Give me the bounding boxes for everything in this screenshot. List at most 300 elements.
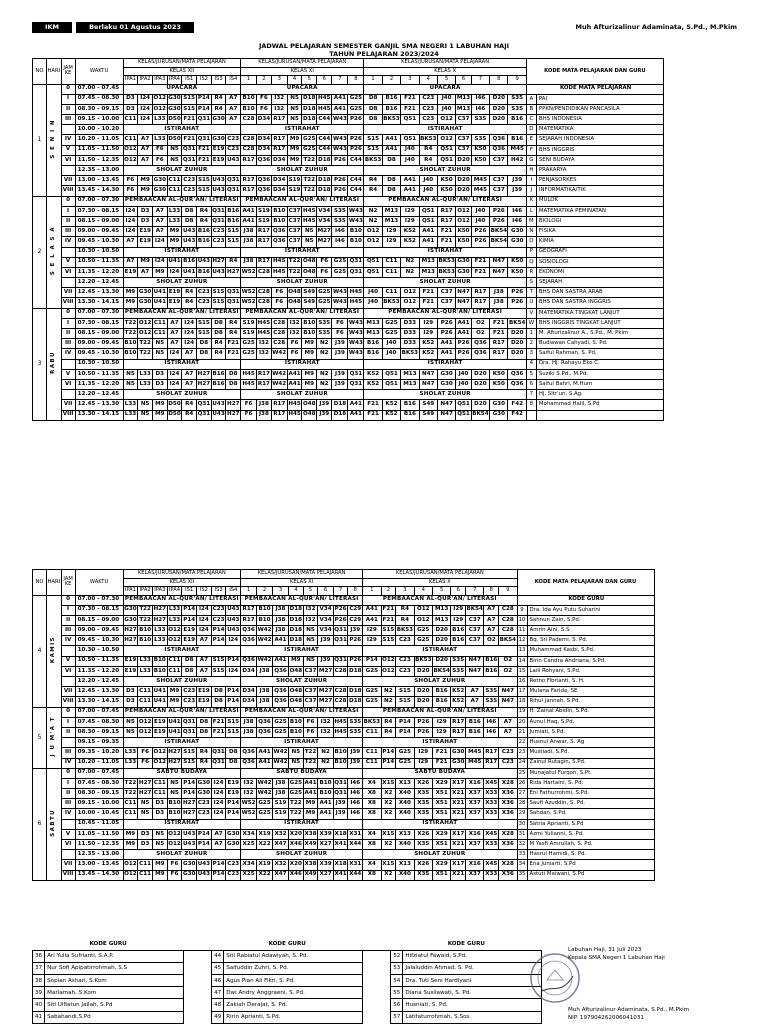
period-time: 13.00 - 13.45 [75,176,123,186]
lesson-cell: D20 [456,176,471,186]
lesson-cell: A41 [257,748,273,758]
lesson-cell: I24 [197,605,212,615]
lesson-cell: U41 [152,687,167,697]
lesson-cell: X33 [484,789,499,799]
class-col-xii: IS4 [226,76,241,85]
activity-note: UPACARA [364,84,526,94]
legend-gap [184,987,212,999]
lesson-cell: Q36 [271,227,287,237]
activity-note: ISTIRAHAT [241,247,364,257]
lesson-cell: R4 [419,155,437,165]
period-number: II [61,329,75,339]
class-col-x: 6 [451,587,466,596]
lesson-cell: E19 [123,267,138,277]
lesson-cell: P14 [363,656,381,666]
lesson-cell: X37 [466,799,484,809]
lesson-cell: B16 [484,656,499,666]
lesson-cell: D34 [271,176,287,186]
activity-note: SHOLAT ZUHUR [364,278,526,288]
lesson-cell: H27 [152,605,167,615]
period-time: 09.45 - 10.30 [75,349,123,359]
period-number: VII [61,176,75,186]
lesson-cell: L33 [138,666,153,676]
lesson-cell: A7 [466,687,484,697]
code-value: KIMIA [536,237,663,247]
class-col-xii: IS2 [197,76,212,85]
lesson-cell: L33 [123,748,138,758]
lesson-cell: C37 [466,636,484,646]
lesson-cell: M27 [317,237,332,247]
period-number [61,677,75,687]
code-key: 17 [517,687,527,697]
table-row [33,359,664,369]
code-value: BHS DAN SASTRA ARAB [536,288,663,298]
lesson-cell: U43 [182,227,197,237]
code-value: Amrin Aini, S.S [527,626,654,636]
lesson-cell: K52 [419,339,437,349]
lesson-cell: M9 [123,840,138,850]
code-key: 2 [526,339,536,349]
code-key: 20 [517,717,527,727]
table-row [33,186,664,196]
period-time: 10.50 - 11.35 [75,369,123,379]
lesson-cell: F6 [241,400,257,410]
table-row [33,379,664,389]
lesson-cell: A7 [138,145,153,155]
code-value: Zainul Rutagin, S.Pd. [527,758,654,768]
table-row [33,656,655,666]
table-row [33,298,664,308]
period-time: 10.30 - 10.50 [75,646,123,656]
lesson-cell: E19 [152,727,167,737]
lesson-cell: Q36 [257,155,272,165]
lesson-cell: X37 [466,840,484,850]
period-time: 13.30 - 14.15 [75,298,123,308]
period-time: 07.45 - 08.30 [75,94,123,104]
lesson-cell: C11 [123,799,138,809]
lesson-cell: D18 [302,115,317,125]
table-row [33,768,655,778]
lesson-cell: J39 [332,349,348,359]
lesson-cell: F21 [401,104,419,114]
code-value: FISIKA [536,227,663,237]
lesson-cell: B16 [432,697,450,707]
class-col-xi: 3 [273,587,289,596]
lesson-cell: S19 [273,799,289,809]
lesson-cell: BK53 [382,115,400,125]
code-value: Laili Rohyani, S.Pd. [527,666,654,676]
sign-nip: NIP. 197904262006041031 [568,1015,644,1021]
lesson-cell: X21 [451,809,466,819]
lesson-cell: P26 [333,605,348,615]
lesson-cell: M9 [123,829,138,839]
lesson-cell: O12 [123,145,138,155]
lesson-cell: X35 [414,870,432,880]
code-key: 6 [526,379,536,389]
lesson-cell: X16 [466,829,484,839]
lesson-cell: P14 [197,104,212,114]
lesson-cell: O48 [302,400,317,410]
lesson-cell: A7 [138,135,153,145]
code-value: BHS INDONESIA [536,115,663,125]
lesson-cell: D3 [123,94,138,104]
lesson-cell: G30 [451,748,466,758]
lesson-cell: P14 [396,717,414,727]
period-number: IV [61,758,75,768]
lesson-cell: A41 [287,379,302,389]
lesson-cell: M13 [382,206,400,216]
lesson-cell: F6 [138,748,153,758]
period-number: VI [61,379,75,389]
lesson-cell: H45 [287,400,302,410]
lesson-cell: T22 [302,176,317,186]
period-time: 10.30 - 10.50 [75,247,123,257]
lesson-cell: X47 [273,870,289,880]
lesson-cell: A7 [152,227,167,237]
lesson-cell: I46 [484,727,499,737]
class-col-x: 3 [396,587,414,596]
lesson-cell: R4 [211,339,226,349]
class-col-x: 7 [471,76,489,85]
lesson-cell: U43 [182,829,197,839]
period-time: 08.30 - 09.15 [75,789,123,799]
lesson-cell: P14 [226,697,241,707]
period-number [61,390,75,400]
lesson-cell: P14 [381,758,396,768]
group-xii: KELAS/JURUSAN/MATA PELAJARAN [123,59,241,68]
class-col-xii: IS1 [182,76,197,85]
lesson-cell: R4 [396,605,414,615]
lesson-cell: X40 [396,809,414,819]
lesson-cell: I46 [348,809,363,819]
lesson-cell: D33 [401,329,419,339]
lesson-cell: G30 [123,605,138,615]
lesson-cell: H45 [333,727,348,737]
lesson-cell: Q51 [364,257,382,267]
lesson-cell: N2 [401,257,419,267]
lesson-cell: S15 [211,666,226,676]
lesson-cell: C11 [167,656,182,666]
lesson-cell: M9 [303,799,318,809]
class-col-xi: 8 [348,587,363,596]
sign-place-date: Labuhan Haji, 31 Juli 2023 [568,947,642,953]
lesson-cell: I24 [211,789,226,799]
lesson-cell: BK53 [363,717,381,727]
code-key: S [526,278,536,288]
lesson-cell: J38 [273,605,289,615]
lesson-cell: B16 [484,666,499,676]
lesson-cell: D18 [302,94,317,104]
legend-row [33,1011,542,1023]
lesson-cell: C37 [490,186,508,196]
lesson-cell: W43 [348,216,364,226]
lesson-cell: J40 [456,379,471,389]
period-number: II [61,727,75,737]
code-key: L [526,206,536,216]
lesson-cell: N2 [381,697,396,707]
lesson-cell: I24 [152,257,167,267]
lesson-cell: X45 [484,860,499,870]
lesson-cell: N5 [289,758,304,768]
lesson-cell: X49 [303,870,318,880]
code-value: BHS INGGRIS [536,145,663,155]
code-key: 18 [517,697,527,707]
period-number [61,278,75,288]
lesson-cell: G30 [490,400,508,410]
lesson-cell: R4 [226,318,241,328]
lesson-cell: X26 [414,778,432,788]
day-name-text: SABTU [50,809,57,837]
code-key: 12 [517,636,527,646]
lesson-cell: I32 [303,605,318,615]
class-col-xii: IS1 [182,587,197,596]
teacher-code: 52 [391,950,403,962]
lesson-cell: R17 [271,145,287,155]
lesson-cell: H27 [211,257,226,267]
lesson-cell: D3 [152,809,167,819]
period-number [61,125,75,135]
table-row [33,104,664,114]
period-time: 08.15 - 09.00 [75,216,123,226]
period-time: 07.30 - 08.15 [75,318,123,328]
lesson-cell: G25 [348,104,364,114]
lesson-cell: Q36 [508,369,526,379]
lesson-cell: M9 [167,237,182,247]
lesson-cell: U43 [197,860,212,870]
lesson-cell: R17 [271,400,287,410]
lesson-cell: W42 [273,758,289,768]
lesson-cell: P14 [226,687,241,697]
legend-gap [184,999,212,1011]
day-name [47,196,62,308]
lesson-cell: B16 [382,104,400,114]
code-key: 1 [526,329,536,339]
period-number: I [61,206,75,216]
lesson-cell: B10 [138,626,153,636]
lesson-cell: D8 [364,115,382,125]
class-col-xii: IPA2 [139,587,151,594]
lesson-cell: F21 [381,605,396,615]
table-row [33,799,655,809]
lesson-cell: M27 [318,687,333,697]
lesson-cell: G30 [152,186,167,196]
lesson-cell: E19 [197,687,212,697]
lesson-cell: N2 [317,339,332,349]
lesson-cell: C23 [226,145,241,155]
lesson-cell: A41 [382,145,400,155]
lesson-cell: W42 [273,748,289,758]
table-row [33,400,664,410]
lesson-cell: C11 [167,186,182,196]
lesson-cell: M9 [152,267,167,277]
lesson-cell: O12 [437,115,455,125]
lesson-cell: J40 [401,155,419,165]
period-time: 10.45 - 11.05 [75,819,123,829]
lesson-cell: X2 [381,809,396,819]
lesson-cell: F6 [123,186,138,196]
schedule-table-2 [32,569,655,881]
lesson-cell: W42 [271,369,287,379]
lesson-cell: D18 [348,687,363,697]
lesson-cell: I24 [182,339,197,349]
lesson-cell: I46 [484,717,499,727]
lesson-cell: F6 [271,288,287,298]
lesson-cell: D3 [138,206,153,216]
lesson-cell: D20 [471,400,489,410]
lesson-cell: BK53 [364,155,382,165]
lesson-cell: Q31 [211,216,226,226]
lesson-cell: R4 [197,748,212,758]
lesson-cell: BK54 [508,318,526,328]
lesson-cell: F21 [471,267,489,277]
lesson-cell: P26 [508,288,526,298]
day-name [47,308,62,420]
lesson-cell: G25 [382,318,400,328]
table-row [33,738,655,748]
lesson-cell: F21 [419,288,437,298]
activity-note: SHOLAT ZUHUR [241,390,364,400]
lesson-cell: J39 [317,410,332,420]
lesson-cell: F21 [226,339,241,349]
lesson-cell: C29 [348,615,363,625]
code-value: Saiful Rahman, S. Pd. [536,349,663,359]
lesson-cell: C37 [466,615,484,625]
lesson-cell: C23 [211,605,226,615]
lesson-cell: N47 [499,687,517,697]
lesson-cell: O48 [289,697,304,707]
day-number: 2 [33,196,47,308]
col-hari: HARI [47,59,62,85]
lesson-cell: D20 [456,155,471,165]
lesson-cell: D8 [182,656,197,666]
teacher-legend [32,938,542,1024]
code-value: BHS INGGRIS TINGKAT LANJUT [536,318,663,328]
lesson-cell: N5 [303,636,318,646]
activity-note: PEMBAACAN AL-QUR'AN/ LITERASI [363,707,517,717]
code-value: Eni Fathurrohmi, S.Pd. [527,789,654,799]
lesson-cell: S15 [182,94,197,104]
lesson-cell: C23 [396,656,414,666]
lesson-cell: N5 [152,840,167,850]
lesson-cell: X35 [414,789,432,799]
lesson-cell: N5 [138,410,153,420]
lesson-cell: G25 [348,94,364,104]
period-time: 09.35 - 10.20 [75,748,123,758]
lesson-cell: B16 [197,237,212,247]
period-number: V [61,257,75,267]
table-row [33,829,655,839]
lesson-cell: O12 [152,758,167,768]
lesson-cell: X8 [363,809,381,819]
table-row [33,646,655,656]
lesson-cell: K50 [456,237,471,247]
day-number: 1 [33,84,47,196]
lesson-cell: H27 [138,778,153,788]
code-key: H [526,166,536,176]
lesson-cell: U41 [152,288,167,298]
class-col-xii: IPA4 [168,76,181,83]
lesson-cell: A7 [167,339,182,349]
lesson-cell: G25 [332,267,348,277]
lesson-cell: W42 [257,626,273,636]
lesson-cell: C11 [138,870,153,880]
lesson-cell: S35 [348,727,363,737]
lesson-cell: M27 [318,666,333,676]
lesson-cell: Q51 [419,206,437,216]
lesson-cell: R17 [257,227,272,237]
code-value: Budiawan Cahyadi, S. Pd. [536,339,663,349]
lesson-cell: J40 [471,216,489,226]
lesson-cell: T22 [303,758,318,768]
lesson-cell: H42 [508,155,526,165]
lesson-cell: A7 [499,717,517,727]
lesson-cell: M45 [471,186,489,196]
period-number: II [61,789,75,799]
lesson-cell: C11 [152,789,167,799]
lesson-cell: Q36 [257,717,273,727]
lesson-cell: C23 [197,809,212,819]
lesson-cell: O2 [484,636,499,646]
code-value: Munajatul Furqon, S.Pt. [527,768,654,778]
lesson-cell: A41 [456,318,471,328]
teacher-code: 47 [212,987,224,999]
lesson-cell: X26 [414,860,432,870]
lesson-cell: F6 [167,860,182,870]
code-key: 3 [526,349,536,359]
lesson-cell: S35 [484,697,499,707]
lesson-cell: Q36 [241,748,257,758]
code-key: K [526,196,536,206]
lesson-cell: C23 [197,799,212,809]
lesson-cell: BK53 [437,267,455,277]
period-number: III [61,748,75,758]
lesson-cell: G30 [226,840,241,850]
lesson-cell: N5 [138,400,153,410]
code-value: MATEMATIKA [536,125,663,135]
code-list-heading: KODE GURU [517,595,654,605]
lesson-cell: Q31 [333,778,348,788]
lesson-cell: S35 [471,115,489,125]
lesson-cell: P14 [197,829,212,839]
lesson-cell: O48 [302,410,317,420]
lesson-cell: R4 [211,349,226,359]
lesson-cell: Q36 [241,636,257,646]
code-key: 10 [517,615,527,625]
code-key: 27 [517,789,527,799]
lesson-cell: X36 [499,870,517,880]
lesson-cell: P26 [348,135,364,145]
table-row [33,789,655,799]
lesson-cell: X31 [348,860,363,870]
lesson-cell: O48 [287,298,302,308]
period-time: 10.00 - 10.20 [75,125,123,135]
lesson-cell: S35 [317,329,332,339]
teacher-code: 49 [212,1011,224,1023]
table-row [33,125,664,135]
lesson-cell: O12 [123,860,138,870]
code-value: Retno Fibrianti, S. H. [527,677,654,687]
lesson-cell: I32 [257,349,272,359]
period-number: VII [61,687,75,697]
table-row [33,216,664,226]
table-row [33,717,655,727]
lesson-cell: BK53 [382,298,400,308]
period-time: 11.35 - 12.20 [75,267,123,277]
lesson-cell: X26 [414,829,432,839]
lesson-cell: E19 [123,666,138,676]
lesson-cell: P26 [414,717,432,727]
lesson-cell: M27 [318,697,333,707]
